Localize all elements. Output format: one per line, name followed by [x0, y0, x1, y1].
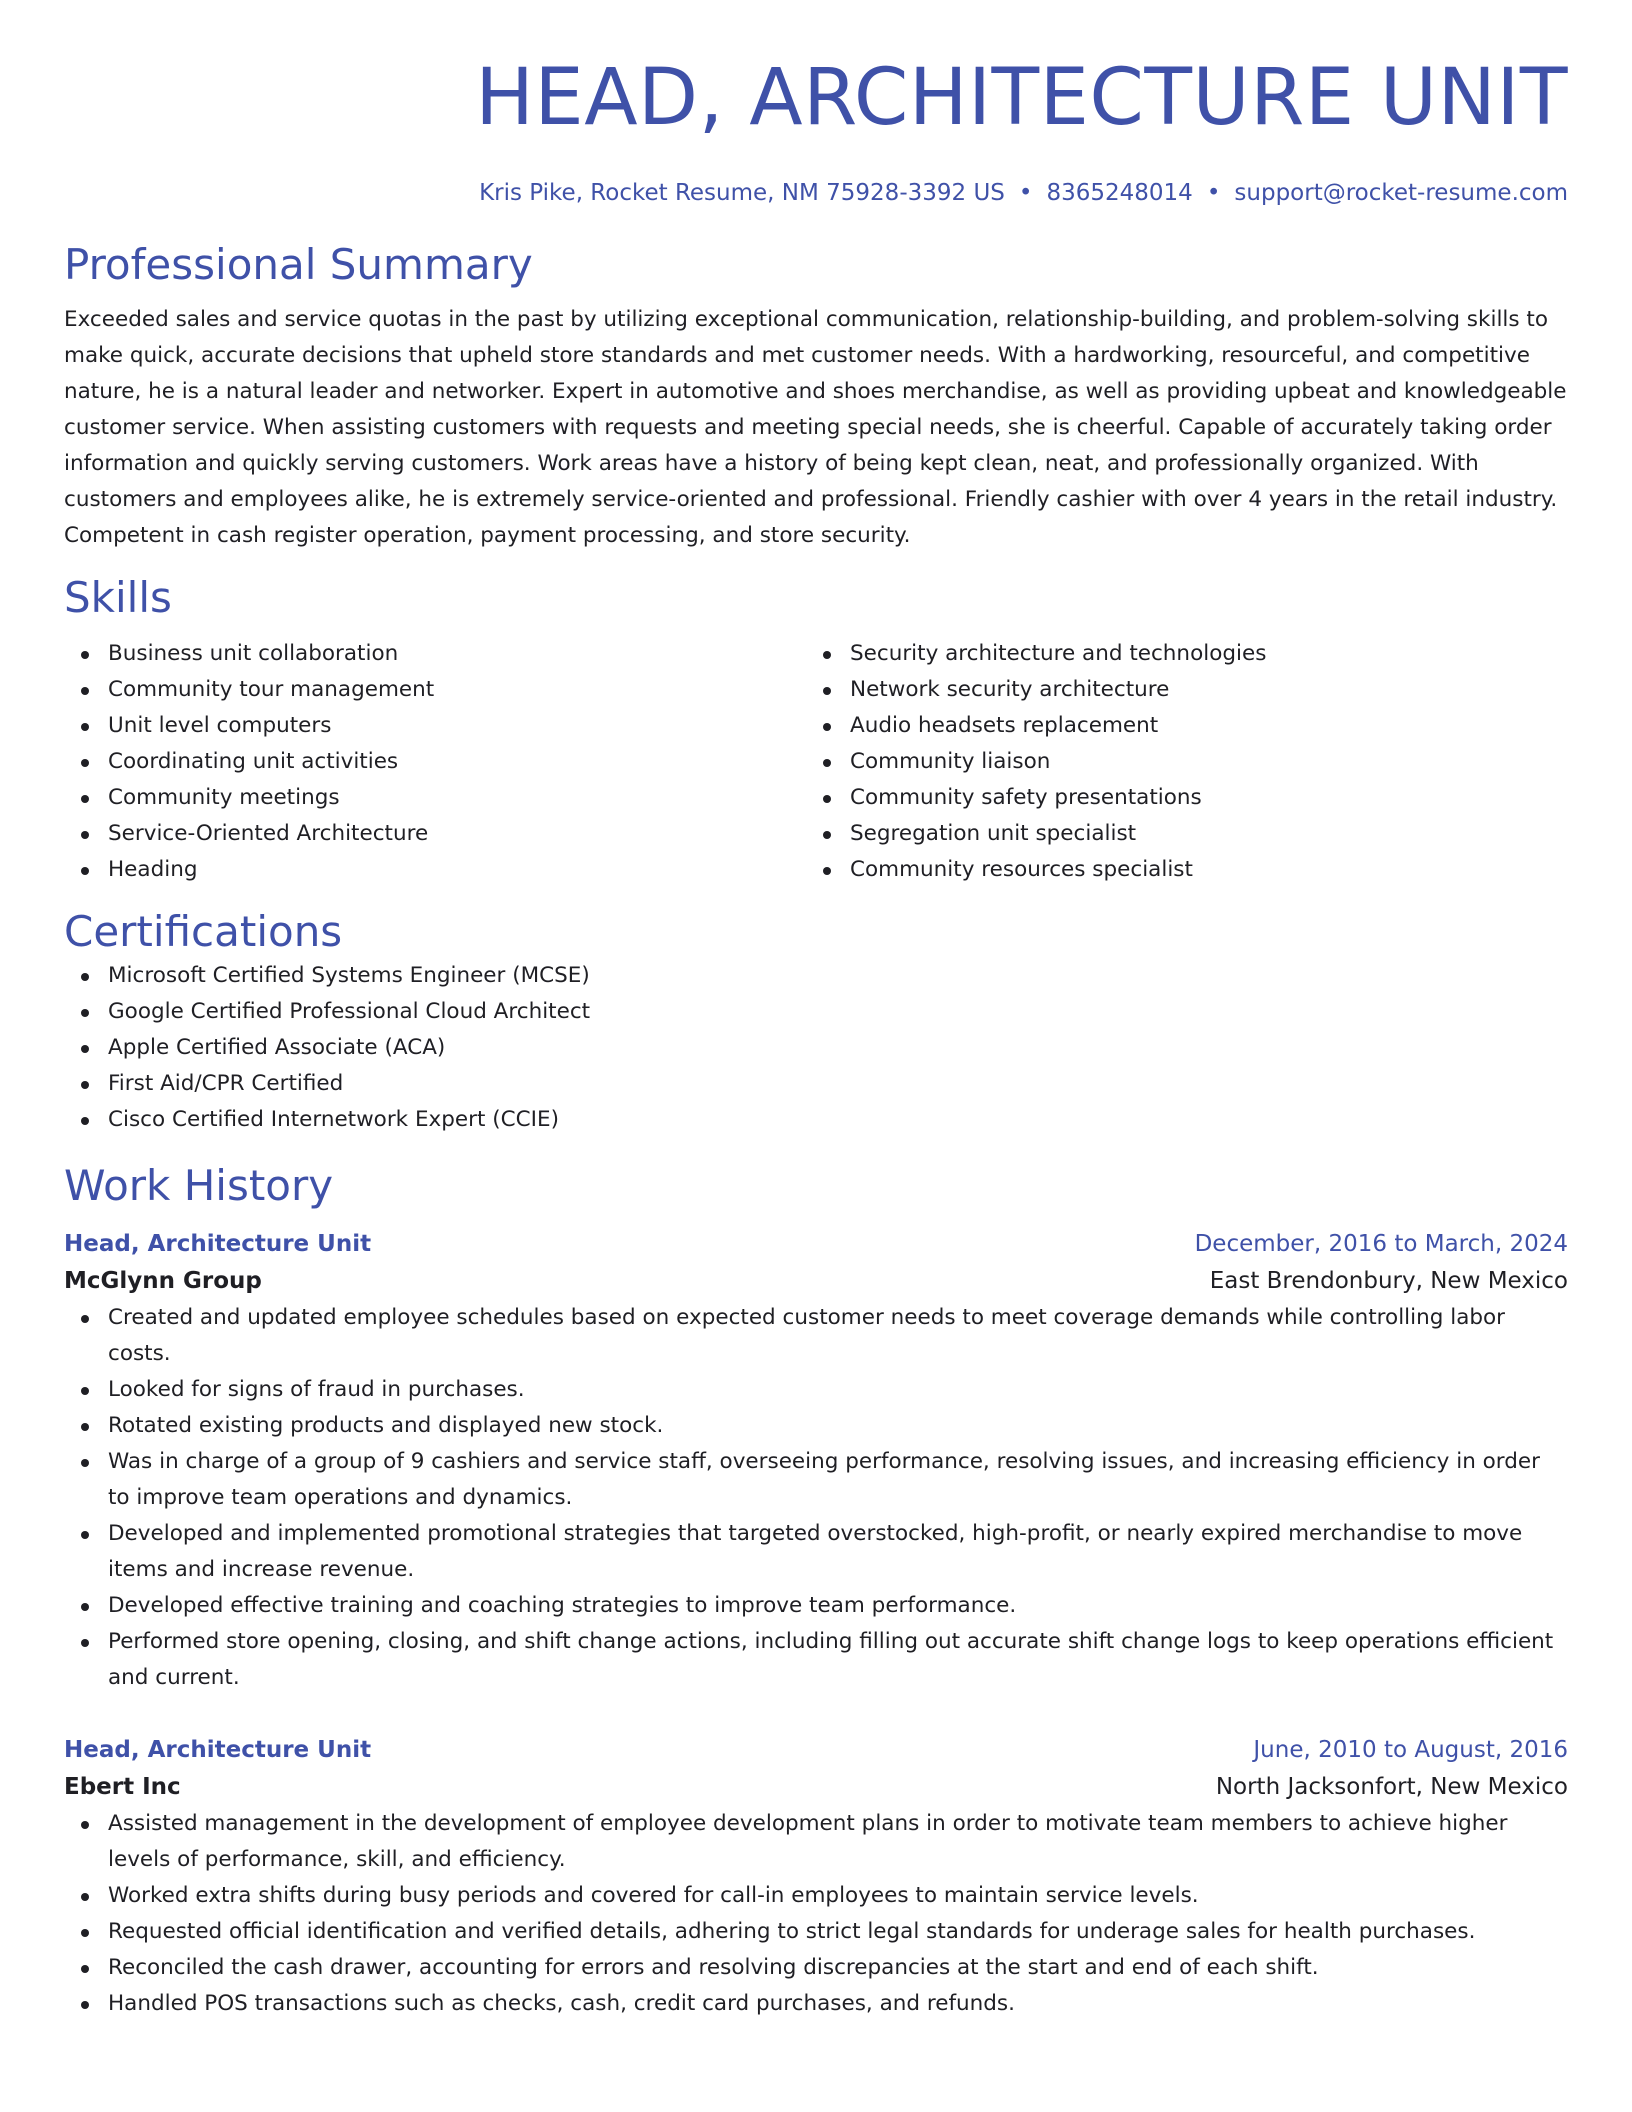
- certification-item: First Aid/CPR Certified: [64, 1066, 1568, 1102]
- job-location: North Jacksonfort, New Mexico: [1215, 1774, 1568, 1800]
- job-duty: Created and updated employee schedules based on expected customer needs to meet coverage demands while controlling labor costs.: [64, 1300, 1568, 1372]
- skills-heading: Skills: [64, 573, 172, 622]
- job-title: Head, Architecture Unit: [64, 1231, 372, 1257]
- job-duties-list: [64, 1806, 1568, 2022]
- job-duties-list: [64, 1300, 1568, 1696]
- skills-grid: [64, 636, 1568, 888]
- job-company: McGlynn Group: [64, 1268, 262, 1294]
- certification-item: Cisco Certified Internetwork Expert (CCIE): [64, 1102, 1568, 1138]
- certification-item: Google Certified Professional Cloud Architect: [64, 994, 1568, 1030]
- job-header-row: [64, 1732, 1568, 1768]
- job-duty: Developed and implemented promotional strategies that targeted overstocked, high-profit, or nearly expired merchandise to move items and increase revenue.: [64, 1516, 1568, 1588]
- job-location: East Brendonbury, New Mexico: [1209, 1268, 1568, 1294]
- job-dates: June, 2010 to August, 2016: [1253, 1737, 1568, 1763]
- resume-title: HEAD, ARCHITECTURE UNIT: [475, 53, 1568, 143]
- job-subheader-row: [64, 1262, 1568, 1300]
- skill-item: Audio headsets replacement: [806, 708, 1548, 744]
- job-header-row: [64, 1226, 1568, 1262]
- skill-item: Community resources specialist: [806, 852, 1548, 888]
- contact-separator: •: [1206, 180, 1221, 206]
- skill-item: Community meetings: [64, 780, 806, 816]
- skill-item: Community safety presentations: [806, 780, 1548, 816]
- certifications-heading: Certifications: [64, 907, 343, 956]
- skill-item: Coordinating unit activities: [64, 744, 806, 780]
- contact-phone: 8365248014: [1046, 180, 1193, 206]
- job-title: Head, Architecture Unit: [64, 1737, 372, 1763]
- job-duty: Handled POS transactions such as checks, cash, credit card purchases, and refunds.: [64, 1986, 1568, 2022]
- summary-text: Exceeded sales and service quotas in the past by utilizing exceptional communication, relationship-building, and problem-solving skills to make quick, accurate decisions that upheld store standards and met customer needs. With a hardworking, resourceful, and competitive nature, he is a natural leader and networker. Expert in automotive and shoes merchandise, as well as providing upbeat and knowledgeable customer service. When assisting customers with requests and meeting special needs, she is cheerful. Capable of accurately taking order information and quickly serving customers. Work areas have a history of being kept clean, neat, and professionally organized. With customers and employees alike, he is extremely service-oriented and professional. Friendly cashier with over 4 years in the retail industry. Competent in cash register operation, payment processing, and store security.: [64, 307, 1567, 548]
- skills-column-right: [806, 636, 1548, 888]
- skill-item: Community tour management: [64, 672, 806, 708]
- job-subheader-row: [64, 1768, 1568, 1806]
- summary-heading: Professional Summary: [64, 240, 533, 289]
- job-dates: December, 2016 to March, 2024: [1194, 1231, 1568, 1257]
- job-duty: Was in charge of a group of 9 cashiers and service staff, overseeing performance, resolving issues, and increasing efficiency in order to improve team operations and dynamics.: [64, 1444, 1568, 1516]
- job-duty: Requested official identification and verified details, adhering to strict legal standards for underage sales for health purchases.: [64, 1914, 1568, 1950]
- skill-item: Segregation unit specialist: [806, 816, 1548, 852]
- certifications-list: [64, 958, 1568, 1138]
- contact-address: Kris Pike, Rocket Resume, NM 75928-3392 US: [479, 180, 1005, 206]
- skills-list-left: [64, 636, 806, 888]
- skill-item: Network security architecture: [806, 672, 1548, 708]
- certification-item: Apple Certified Associate (ACA): [64, 1030, 1568, 1066]
- job-duty: Developed effective training and coaching strategies to improve team performance.: [64, 1588, 1568, 1624]
- skills-column-left: [64, 636, 806, 888]
- contact-email: support@rocket-resume.com: [1234, 180, 1568, 206]
- skills-list-right: [806, 636, 1548, 888]
- certification-item: Microsoft Certified Systems Engineer (MCSE): [64, 958, 1568, 994]
- job-company: Ebert Inc: [64, 1774, 181, 1800]
- job-duty: Performed store opening, closing, and shift change actions, including filling out accurate shift change logs to keep operations efficient and current.: [64, 1624, 1568, 1696]
- skill-item: Community liaison: [806, 744, 1548, 780]
- skill-item: Business unit collaboration: [64, 636, 806, 672]
- work-history-heading: Work History: [64, 1161, 334, 1210]
- job-duty: Assisted management in the development of employee development plans in order to motivate team members to achieve higher levels of performance, skill, and efficiency.: [64, 1806, 1568, 1878]
- job-duty: Reconciled the cash drawer, accounting for errors and resolving discrepancies at the start and end of each shift.: [64, 1950, 1568, 1986]
- job-entry: [64, 1732, 1568, 2022]
- skill-item: Unit level computers: [64, 708, 806, 744]
- job-duty: Looked for signs of fraud in purchases.: [64, 1372, 1568, 1408]
- job-duty: Worked extra shifts during busy periods and covered for call-in employees to maintain service levels.: [64, 1878, 1568, 1914]
- skill-item: Service-Oriented Architecture: [64, 816, 806, 852]
- skill-item: Security architecture and technologies: [806, 636, 1548, 672]
- job-entry: [64, 1226, 1568, 1696]
- contact-line: [64, 178, 1568, 208]
- contact-separator: •: [1018, 180, 1033, 206]
- job-duty: Rotated existing products and displayed new stock.: [64, 1408, 1568, 1444]
- skill-item: Heading: [64, 852, 806, 888]
